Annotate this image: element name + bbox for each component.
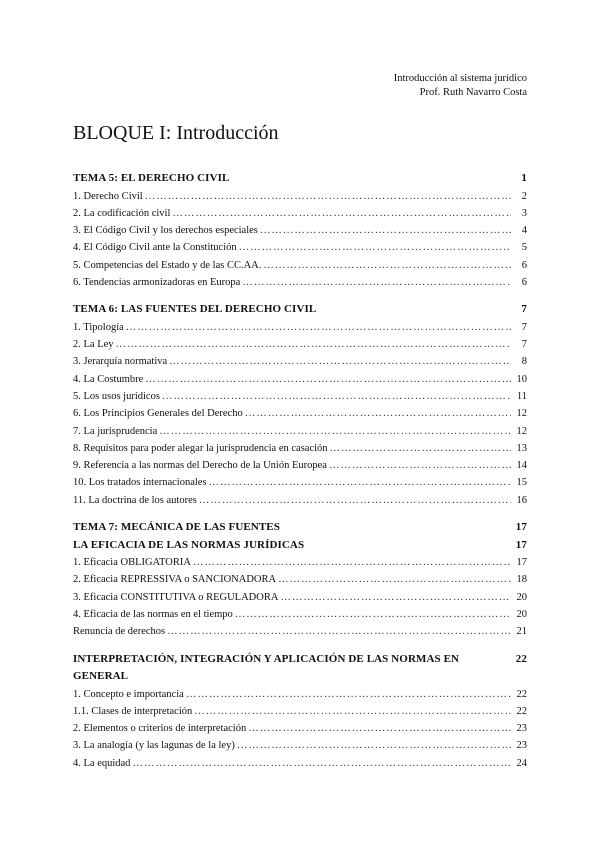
toc-entry-label: Renuncia de derechos: [73, 626, 166, 638]
section-heading[interactable]: [73, 651, 527, 686]
dot-leader: [260, 222, 511, 239]
toc-entry-page: 17: [516, 557, 527, 569]
toc-entry[interactable]: [73, 606, 527, 623]
toc-entry[interactable]: [73, 457, 527, 474]
toc-entry[interactable]: [73, 336, 527, 353]
toc-entry-page: 23: [516, 723, 527, 735]
section-heading[interactable]: [73, 170, 527, 188]
section-heading-label: TEMA 5: EL DERECHO CIVIL: [73, 172, 230, 184]
course-name: Introducción al sistema jurídico: [393, 73, 527, 84]
dot-leader: [209, 474, 511, 491]
toc-entry-label: 8. Requisitos para poder alegar la jurisprudencia en casación: [73, 442, 328, 454]
dot-leader: [280, 589, 511, 606]
toc-entry-label: 1. Derecho Civil: [73, 190, 143, 202]
toc-entry[interactable]: [73, 589, 527, 606]
toc-entry[interactable]: [73, 423, 527, 440]
toc-entry-label: 3. La analogía (y las lagunas de la ley): [73, 740, 235, 752]
toc-entry[interactable]: [73, 571, 527, 588]
toc-entry[interactable]: [73, 188, 527, 205]
toc-entry-label: 3. Eficacia CONSTITUTIVA o REGULADORA: [73, 591, 279, 603]
dot-leader: [263, 257, 511, 274]
toc-entry[interactable]: [73, 222, 527, 239]
toc-entry-page: 5: [521, 242, 527, 254]
dot-leader: [235, 606, 511, 623]
dot-leader: [145, 188, 511, 205]
toc-entry[interactable]: [73, 205, 527, 222]
section-subheading[interactable]: [73, 537, 527, 555]
dot-leader: [159, 423, 511, 440]
toc-entry[interactable]: [73, 371, 527, 388]
toc-entry-label: 4. La equidad: [73, 757, 131, 769]
dot-leader: [116, 336, 511, 353]
toc-entry-page: 18: [516, 574, 527, 586]
section-heading-label: INTERPRETACIÓN, INTEGRACIÓN Y APLICACIÓN DE LAS NORMAS EN GENERAL: [73, 652, 460, 683]
toc-entry[interactable]: [73, 388, 527, 405]
toc-entry-page: 12: [516, 425, 527, 437]
section-subheading-page: 17: [515, 538, 527, 551]
toc-entry-page: 7: [521, 339, 527, 351]
section-heading-page: 17: [515, 521, 527, 534]
document-title: BLOQUE I: Introducción: [73, 122, 279, 144]
toc-entry-label: 4. La Costumbre: [73, 373, 144, 385]
toc-entry-page: 4: [521, 225, 527, 237]
toc-section: [73, 301, 527, 509]
toc-entry-label: 1. Eficacia OBLIGATORIA: [73, 557, 191, 569]
dot-leader: [145, 371, 511, 388]
toc-entry[interactable]: [73, 257, 527, 274]
toc-entry[interactable]: [73, 353, 527, 370]
dot-leader: [248, 720, 511, 737]
toc-entry[interactable]: [73, 686, 527, 703]
toc-entry[interactable]: [73, 720, 527, 737]
toc-entry-label: 6. Tendencias armonizadoras en Europa: [73, 276, 241, 288]
dot-leader: [169, 353, 511, 370]
toc-entry-label: 4. Eficacia de las normas en el tiempo: [73, 608, 233, 620]
dot-leader: [162, 388, 511, 405]
toc-entry-label: 6. Los Principios Generales del Derecho: [73, 408, 243, 420]
toc-entry-page: 11: [516, 390, 527, 402]
toc-entry-page: 13: [516, 442, 527, 454]
toc-entry[interactable]: [73, 623, 527, 640]
toc-entry[interactable]: [73, 492, 527, 509]
toc-entry-label: 7. La jurisprudencia: [73, 425, 158, 437]
toc-entry-label: 2. La Ley: [73, 339, 114, 351]
toc-entry-page: 12: [516, 408, 527, 420]
toc-section: [73, 519, 527, 640]
section-heading[interactable]: [73, 519, 527, 537]
toc-entry-page: 2: [521, 190, 527, 202]
dot-leader: [329, 457, 511, 474]
section-subheading-label: LA EFICACIA DE LAS NORMAS JURÍDICAS: [73, 538, 305, 551]
dot-leader: [126, 319, 511, 336]
dot-leader: [245, 405, 511, 422]
page-header: [394, 72, 527, 100]
toc-entry[interactable]: [73, 405, 527, 422]
toc-entry-label: 5. Competencias del Estado y de las CC.AA.: [73, 259, 262, 271]
toc-entry-label: 4. El Código Civil ante la Constitución: [73, 242, 237, 254]
toc-entry-label: 1.1. Clases de interpretación: [73, 705, 193, 717]
dot-leader: [239, 239, 511, 256]
toc-section: [73, 170, 527, 291]
toc-entry-label: 3. Jerarquía normativa: [73, 356, 168, 368]
toc-entry-page: 20: [516, 591, 527, 603]
toc-entry-label: 2. Eficacia REPRESSIVA o SANCIONADORA: [73, 574, 277, 586]
toc-entry[interactable]: [73, 239, 527, 256]
section-heading-page: 7: [521, 303, 527, 316]
toc-entry-page: 3: [521, 207, 527, 219]
toc-entry-page: 22: [516, 688, 527, 700]
toc-entry-page: 14: [516, 460, 527, 472]
toc-entry[interactable]: [73, 474, 527, 491]
section-heading-page: 1: [521, 172, 527, 184]
dot-leader: [194, 703, 511, 720]
dot-leader: [242, 274, 511, 291]
toc-entry-page: 6: [521, 259, 527, 271]
toc-entry-label: 3. El Código Civil y los derechos especiales: [73, 225, 258, 237]
table-of-contents: [73, 170, 527, 782]
toc-entry-label: 9. Referencia a las normas del Derecho de la Unión Europea: [73, 460, 327, 472]
toc-entry[interactable]: [73, 440, 527, 457]
section-heading[interactable]: [73, 301, 527, 319]
toc-entry-page: 7: [521, 321, 527, 333]
toc-entry[interactable]: [73, 554, 527, 571]
toc-entry-label: 1. Tipología: [73, 321, 124, 333]
toc-entry-page: 10: [516, 373, 527, 385]
professor-name: Prof. Ruth Navarro Costa: [419, 87, 527, 98]
toc-entry-label: 5. Los usos jurídicos: [73, 390, 160, 402]
section-heading-label: TEMA 7: MECÁNICA DE LAS FUENTES: [73, 521, 280, 534]
toc-entry[interactable]: [73, 755, 527, 772]
dot-leader: [167, 623, 511, 640]
dot-leader: [199, 492, 511, 509]
toc-entry-page: 6: [521, 276, 527, 288]
toc-entry[interactable]: [73, 703, 527, 720]
toc-entry-page: 15: [516, 477, 527, 489]
toc-entry-page: 23: [516, 740, 527, 752]
toc-entry-page: 21: [516, 626, 527, 638]
section-heading-label: TEMA 6: LAS FUENTES DEL DERECHO CIVIL: [73, 303, 317, 316]
dot-leader: [330, 440, 511, 457]
section-heading-page: 22: [515, 652, 527, 665]
toc-entry-label: 2. Elementos o criterios de interpretación: [73, 723, 247, 735]
toc-section: [73, 651, 527, 772]
dot-leader: [278, 571, 511, 588]
dot-leader: [132, 755, 511, 772]
dot-leader: [172, 205, 511, 222]
toc-entry-label: 11. La doctrina de los autores: [73, 494, 197, 506]
toc-entry-page: 8: [521, 356, 527, 368]
dot-leader: [186, 686, 511, 703]
toc-entry-label: 10. Los tratados internacionales: [73, 477, 207, 489]
dot-leader: [237, 737, 511, 754]
toc-entry[interactable]: [73, 274, 527, 291]
toc-entry-page: 16: [516, 494, 527, 506]
toc-entry-page: 20: [516, 608, 527, 620]
toc-entry[interactable]: [73, 737, 527, 754]
toc-entry-label: 2. La codificación civil: [73, 207, 171, 219]
dot-leader: [193, 554, 511, 571]
toc-entry-page: 22: [516, 705, 527, 717]
toc-entry[interactable]: [73, 319, 527, 336]
toc-entry-page: 24: [516, 757, 527, 769]
toc-entry-label: 1. Concepto e importancia: [73, 688, 184, 700]
